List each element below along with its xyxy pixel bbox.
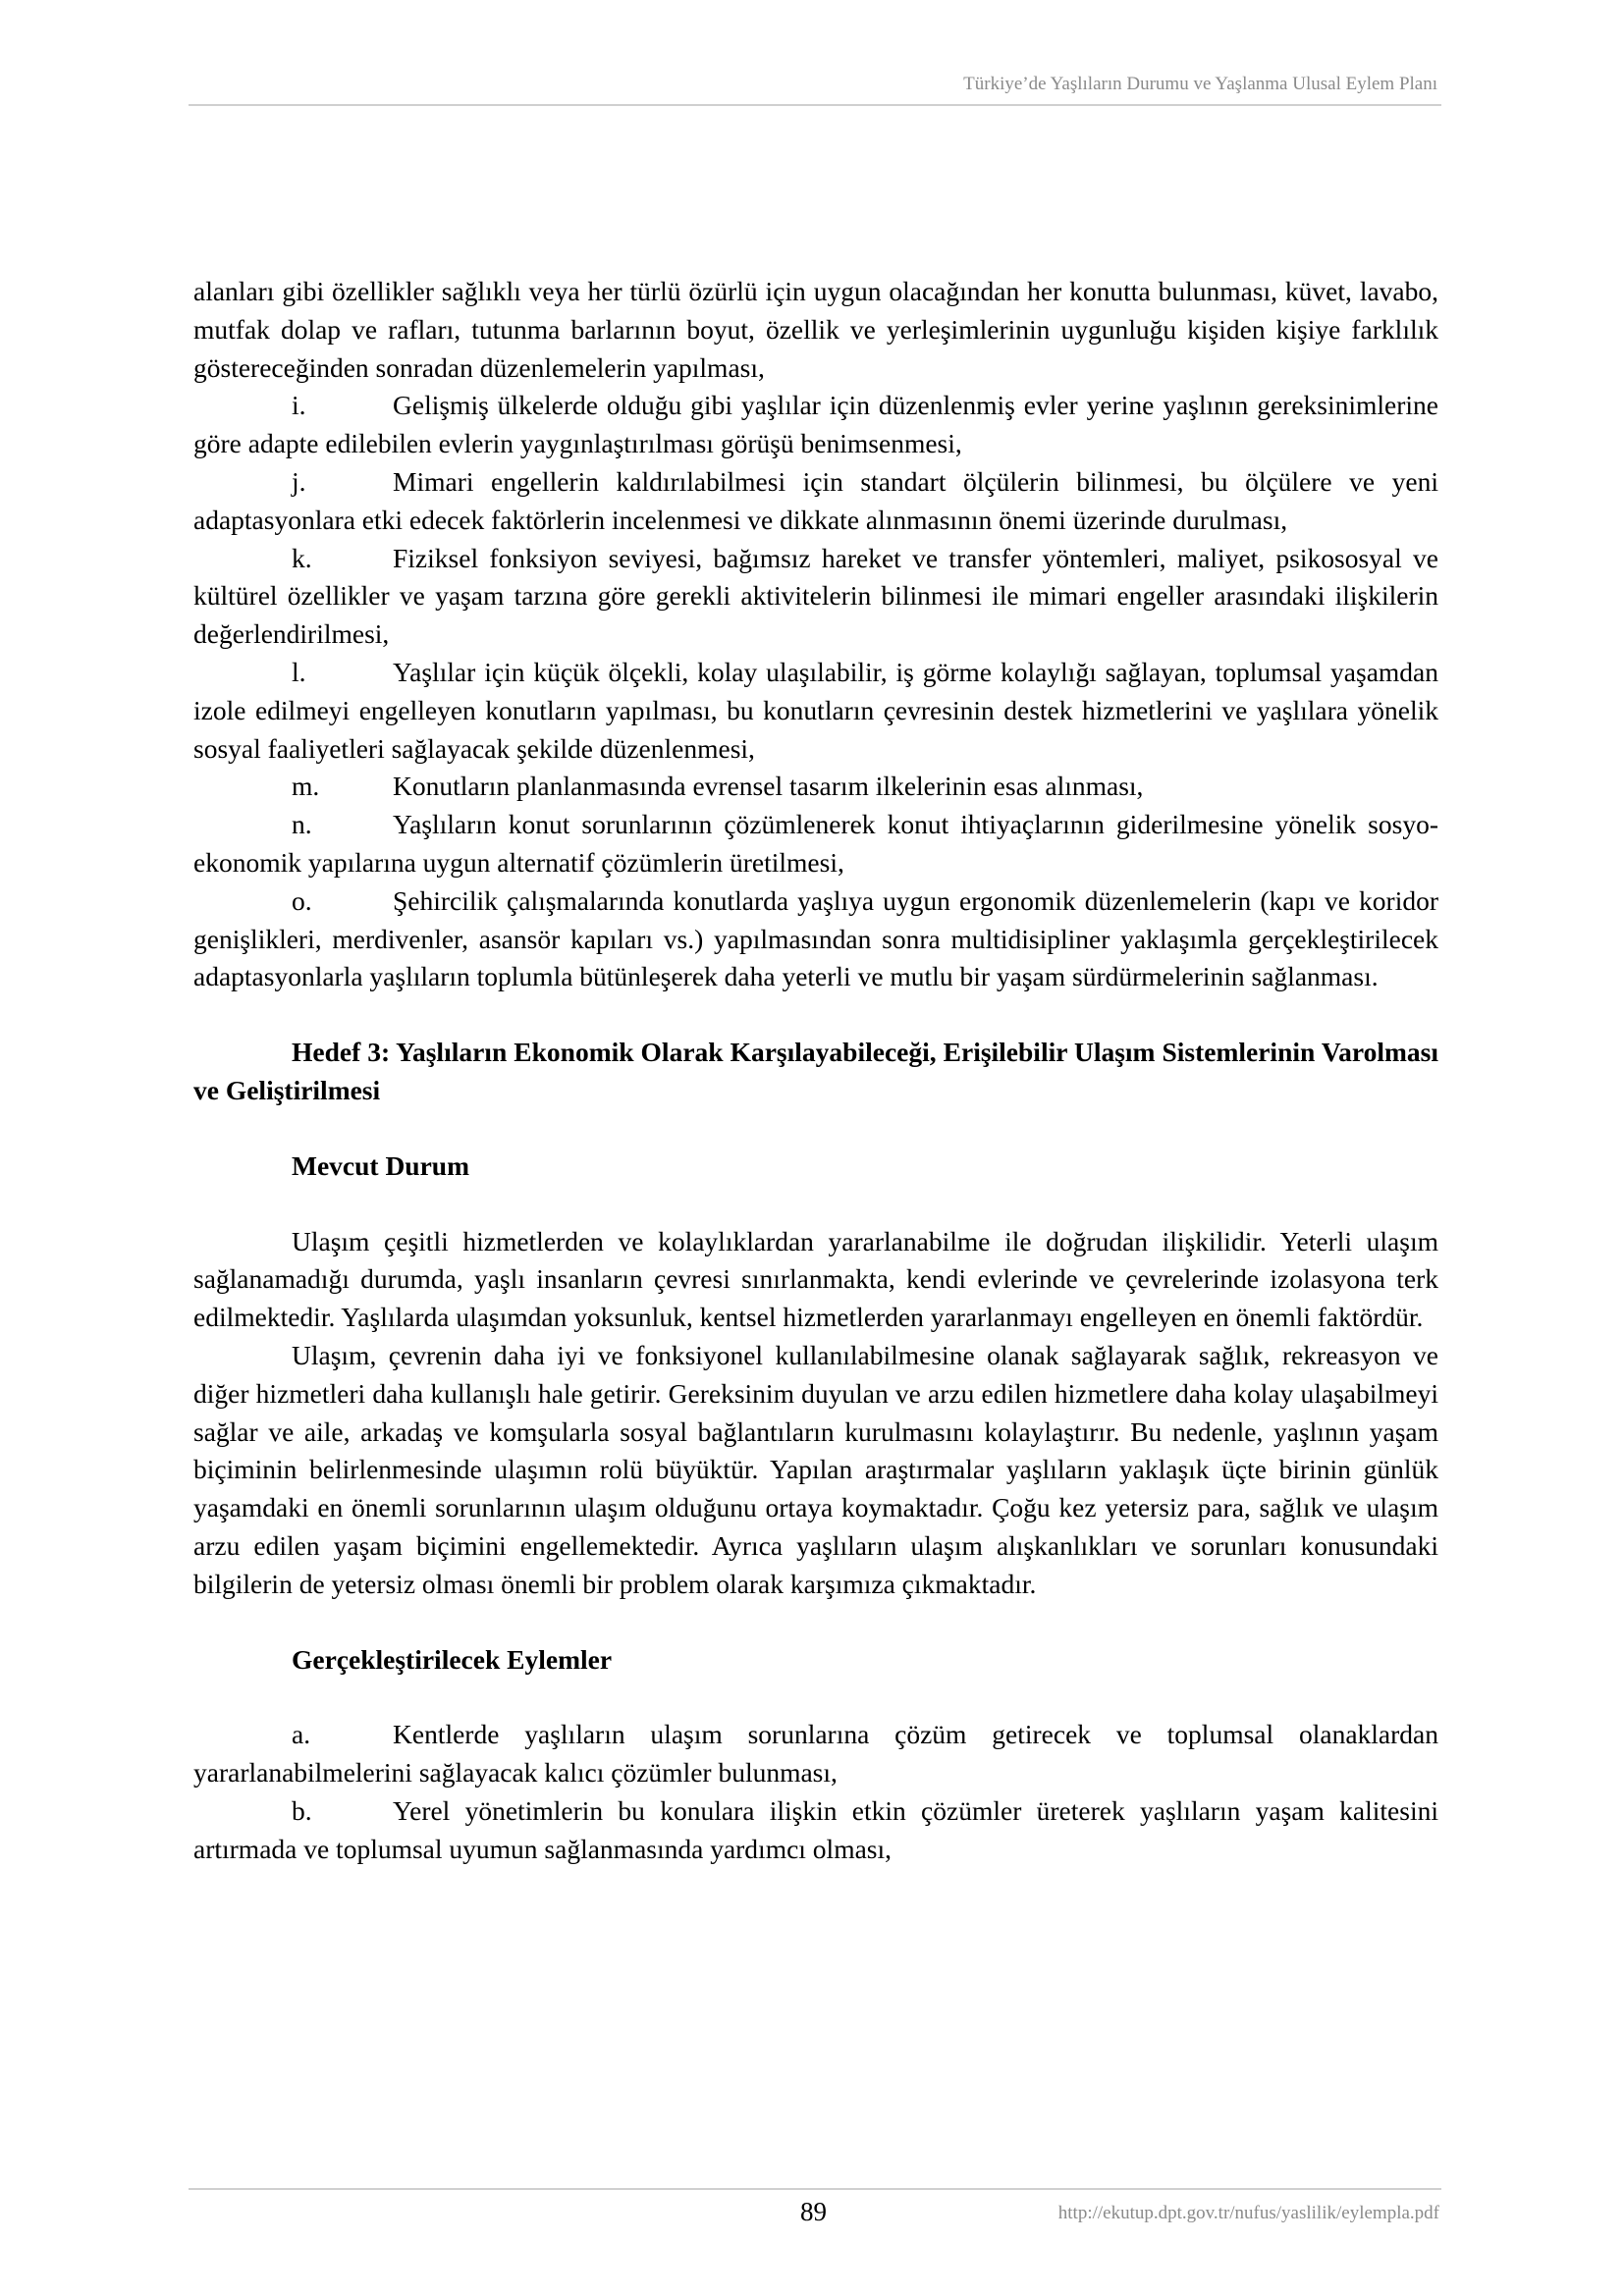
- list-item-label: n.: [292, 809, 312, 840]
- list-item-l: [193, 654, 1438, 768]
- intro-paragraph: alanları gibi özellikler sağlıklı veya her türlü özürlü için uygun olacağından her konutta bulunması, küvet, lavabo, mutfak dolap ve rafları, tutunma barlarının boyut, özellik ve yerleşimlerinin uygunluğu kişiden kişiye farklılık göstereceğinden sonradan düzenlemelerin yapılması,: [193, 276, 1438, 383]
- list-item-label: a.: [292, 1719, 311, 1750]
- list-item-text: Yaşlılar için küçük ölçekli, kolay ulaşılabilir, iş görme kolaylığı sağlayan, toplumsal yaşamdan izole edilmeyi engelleyen konutların yapılması, bu konutların çevresinin destek hizmetlerini ve yaşlılara yönelik sosyal faaliyetleri sağlayacak şekilde düzenlenmesi,: [193, 656, 1438, 764]
- goal-heading: Hedef 3: Yaşlıların Ekonomik Olarak Karşılayabileceği, Erişilebilir Ulaşım Sistemlerinin Varolması ve Geliştirilmesi: [193, 1037, 1438, 1105]
- list-item-label: m.: [292, 771, 320, 802]
- list-item-j: [193, 463, 1438, 540]
- list-item-label: o.: [292, 884, 312, 916]
- list-item-n: [193, 806, 1438, 882]
- list-item-o: [193, 882, 1438, 996]
- list-item-text: Mimari engellerin kaldırılabilmesi için standart ölçülerin bilinmesi, bu ölçülere ve yeni adaptasyonlara etki edecek faktörlerin incelenmesi ve dikkate alınmasının önemi üzerinde durulması,: [193, 465, 1438, 535]
- footer-divider: [189, 2188, 1441, 2190]
- spacer: [193, 1679, 1438, 1716]
- list-item-b: [193, 1792, 1438, 1869]
- current-status-paragraph: Ulaşım, çevrenin daha iyi ve fonksiyonel kullanılabilmesine olanak sağlayarak sağlık, rekreasyon ve diğer hizmetleri daha kullanışlı hale getirir. Gereksinim duyulan ve arzu edilen hizmetlere daha kolay ulaşabilmeyi sağlar ve aile, arkadaş ve komşularla sosyal bağlantıların kurulmasını kolaylaştırır. Bu nedenle, yaşlının yaşam biçiminin belirlenmesinde ulaşımın rolü büyüktür. Yapılan araştırmalar yaşlıların yaklaşık üçte birinin günlük yaşamdaki en önemli sorunlarının ulaşım olduğunu ortaya koymaktadır. Çoğu kez yetersiz para, sağlık ve ulaşım arzu edilen yaşam biçimini engellemektedir. Ayrıca yaşlıların ulaşım alışkanlıkları ve sorunları konusundaki bilgilerin de yetersiz olması önemli bir problem olarak karşımıza çıkmaktadır.: [193, 1339, 1438, 1599]
- list-item-text: Yaşlıların konut sorunlarının çözümlenerek konut ihtiyaçlarının giderilmesine yönelik sosyo-ekonomik yapılarına uygun alternatif çözümlerin üretilmesi,: [193, 809, 1438, 878]
- list-item-label: b.: [292, 1794, 312, 1826]
- list-item-m: [193, 768, 1438, 806]
- list-item-k: [193, 540, 1438, 654]
- list-item-text: Gelişmiş ülkelerde olduğu gibi yaşlılar için düzenlenmiş evler yerine yaşlının gereksinimlerine göre adapte edilebilen evlerin yaygınlaştırılması görüşü benimsenmesi,: [193, 390, 1438, 459]
- list-item-label: l.: [292, 656, 306, 687]
- page-number: 89: [800, 2197, 827, 2226]
- spacer: [193, 1110, 1438, 1148]
- running-header-title: Türkiye’de Yaşlıların Durumu ve Yaşlanma Ulusal Eylem Planı: [963, 74, 1437, 94]
- actions-heading: Gerçekleştirilecek Eylemler: [292, 1643, 613, 1675]
- list-item-label: k.: [292, 542, 312, 573]
- spacer: [193, 1604, 1438, 1641]
- page-body: [193, 273, 1438, 1868]
- list-item-text: Yerel yönetimlerin bu konulara ilişkin etkin çözümler üreterek yaşlıların yaşam kalitesini artırmada ve toplumsal uyumun sağlanmasında yardımcı olması,: [193, 1794, 1438, 1864]
- list-item-text: Fiziksel fonksiyon seviyesi, bağımsız hareket ve transfer yöntemleri, maliyet, psikososyal ve kültürel özellikler ve yaşam tarzına göre gerekli aktivitelerin bilinmesi ile mimari engeller arasındaki ilişkilerin değerlendirilmesi,: [193, 542, 1438, 650]
- list-item-text: Şehircilik çalışmalarında konutlarda yaşlıya uygun ergonomik düzenlemelerin (kapı ve koridor genişlikleri, merdivenler, asansör kapıları vs.) yapılmasından sonra multidisipliner yaklaşımla gerçekleştirilecek adaptasyonlarla yaşlıların toplumla bütünleşerek daha yeterli ve mutlu bir yaşam sürdürmelerinin sağlanması.: [193, 884, 1438, 992]
- list-item-i: [193, 387, 1438, 463]
- current-status-heading: Mevcut Durum: [292, 1149, 470, 1181]
- spacer: [193, 996, 1438, 1034]
- header-divider: [189, 104, 1441, 106]
- list-item-text: Konutların planlanmasında evrensel tasarım ilkelerinin esas alınması,: [393, 771, 1144, 802]
- list-item-label: i.: [292, 390, 306, 421]
- spacer: [193, 1186, 1438, 1223]
- list-item-a: [193, 1716, 1438, 1792]
- current-status-paragraph: Ulaşım çeşitli hizmetlerden ve kolaylıklardan yararlanabilme ile doğrudan ilişkilidir. Yeterli ulaşım sağlanamadığı durumda, yaşlı insanların çevresi sınırlanmakta, kendi evlerinde ve çevrelerinde izolasyona terk edilmektedir. Yaşlılarda ulaşımdan yoksunluk, kentsel hizmetlerden yararlanmayı engelleyen en önemli faktördür.: [193, 1225, 1438, 1333]
- list-item-text: Kentlerde yaşlıların ulaşım sorunlarına çözüm getirecek ve toplumsal olanaklardan yararlanabilmelerini sağlayacak kalıcı çözümler bulunması,: [193, 1719, 1438, 1789]
- footer-source-url: http://ekutup.dpt.gov.tr/nufus/yaslilik/eylempla.pdf: [1057, 2203, 1439, 2223]
- list-item-label: j.: [292, 465, 306, 497]
